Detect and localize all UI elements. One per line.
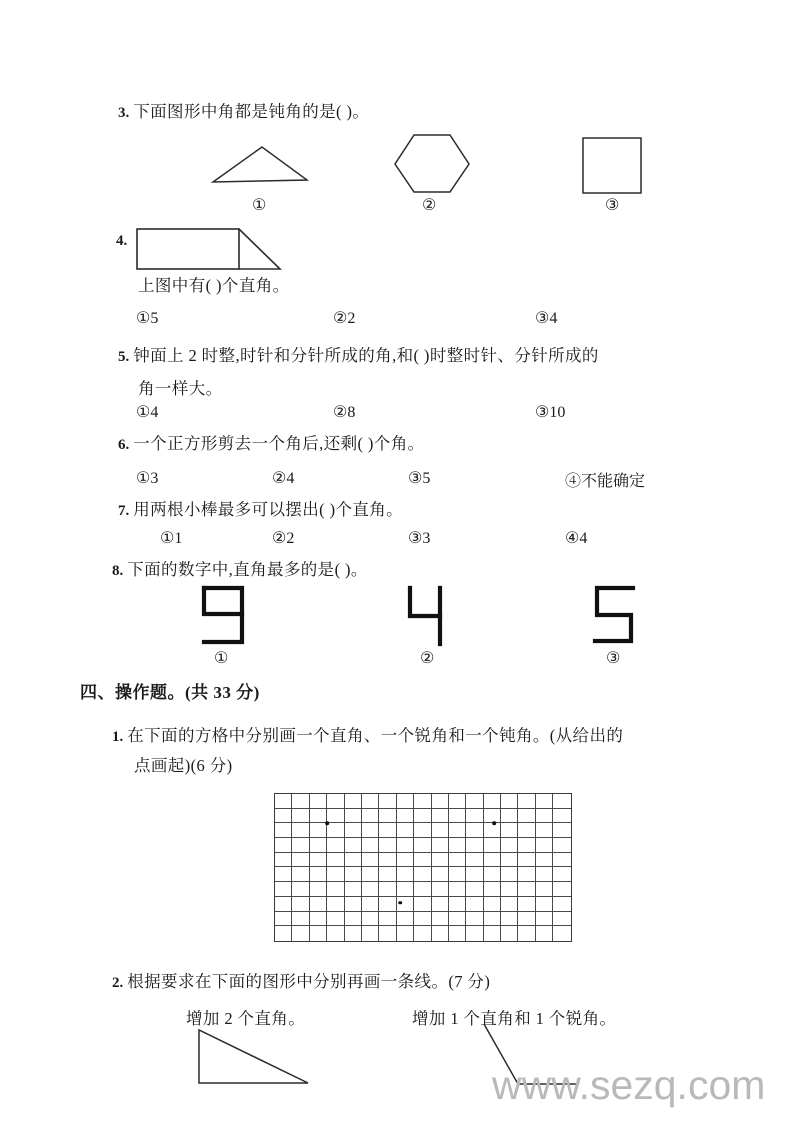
grid-cell[interactable]: [345, 794, 362, 809]
grid-cell[interactable]: [466, 882, 483, 897]
q7-option-2[interactable]: ②2: [272, 530, 295, 547]
grid-cell[interactable]: [536, 912, 553, 927]
grid-cell[interactable]: [327, 882, 344, 897]
grid-cell[interactable]: [466, 853, 483, 868]
grid-cell[interactable]: [553, 823, 570, 838]
q3-shape-square: [581, 136, 643, 196]
grid-cell[interactable]: [327, 838, 344, 853]
grid-cell[interactable]: [310, 838, 327, 853]
grid-cell[interactable]: [292, 794, 309, 809]
grid-cell[interactable]: [379, 838, 396, 853]
s4-q2-number: 2.: [112, 975, 124, 991]
q4-option-2[interactable]: ②2: [333, 310, 356, 327]
grid-cell[interactable]: [327, 823, 344, 838]
grid-cell[interactable]: [501, 882, 518, 897]
q5-option-2[interactable]: ②8: [333, 404, 356, 421]
grid-cell[interactable]: [292, 838, 309, 853]
grid-cell[interactable]: [536, 809, 553, 824]
grid-cell[interactable]: [449, 926, 466, 941]
grid-cell[interactable]: [275, 823, 292, 838]
grid-cell[interactable]: [518, 897, 535, 912]
grid-cell[interactable]: [518, 926, 535, 941]
s4-q1-text-line1: 在下面的方格中分别画一个直角、一个锐角和一个钝角。(从给出的: [127, 726, 624, 745]
q8-label-2: [420, 648, 434, 668]
question-3-number: 3.: [118, 105, 130, 121]
question-8: [112, 556, 368, 580]
grid-cell[interactable]: [310, 912, 327, 927]
grid-cell[interactable]: [397, 912, 414, 927]
grid-cell[interactable]: [362, 926, 379, 941]
q3-shape-triangle: [210, 143, 310, 185]
grid-cell[interactable]: [379, 912, 396, 927]
grid-cell[interactable]: [275, 912, 292, 927]
grid-cell[interactable]: [327, 897, 344, 912]
grid-row: [275, 823, 571, 838]
grid-cell[interactable]: [397, 809, 414, 824]
section4-question-2: [112, 968, 490, 992]
grid-cell[interactable]: [484, 853, 501, 868]
grid-cell[interactable]: [501, 823, 518, 838]
grid-cell[interactable]: [501, 897, 518, 912]
grid-cell[interactable]: [414, 867, 431, 882]
grid-cell[interactable]: [501, 853, 518, 868]
grid-cell[interactable]: [310, 809, 327, 824]
grid-cell[interactable]: [484, 882, 501, 897]
grid-cell[interactable]: [466, 823, 483, 838]
grid-cell[interactable]: [310, 823, 327, 838]
question-7-text: 用两根小棒最多可以摆出( )个直角。: [133, 500, 404, 519]
grid-cell[interactable]: [327, 794, 344, 809]
grid-start-dot: [492, 822, 496, 826]
section-4-heading: 四、操作题。(共 33 分): [80, 683, 260, 702]
grid-cell[interactable]: [553, 838, 570, 853]
grid-row: [275, 897, 571, 912]
grid-cell[interactable]: [275, 809, 292, 824]
grid-cell[interactable]: [379, 897, 396, 912]
grid-cell[interactable]: [310, 897, 327, 912]
grid-cell[interactable]: [432, 912, 449, 927]
grid-cell[interactable]: [292, 823, 309, 838]
q3-shape-3-label: ③: [605, 197, 620, 214]
grid-cell[interactable]: [275, 897, 292, 912]
grid-cell[interactable]: [432, 823, 449, 838]
grid-cell[interactable]: [414, 823, 431, 838]
grid-cell[interactable]: [292, 926, 309, 941]
grid-cell[interactable]: [310, 794, 327, 809]
grid-cell[interactable]: [362, 823, 379, 838]
grid-cell[interactable]: [379, 926, 396, 941]
grid-cell[interactable]: [553, 794, 570, 809]
grid-cell[interactable]: [484, 823, 501, 838]
grid-cell[interactable]: [466, 912, 483, 927]
q3-shape-hexagon: [393, 133, 471, 195]
q8-digit-four: [402, 584, 448, 646]
question-6-text: 一个正方形剪去一个角后,还剩( )个角。: [133, 434, 425, 453]
grid-cell[interactable]: [484, 838, 501, 853]
question-7: [118, 496, 403, 520]
grid-cell[interactable]: [362, 838, 379, 853]
s4-q2-prompt-2: 增加 1 个直角和 1 个锐角。: [412, 1009, 617, 1028]
question-4-number: 4.: [116, 233, 128, 249]
grid-cell[interactable]: [518, 882, 535, 897]
grid-cell[interactable]: [536, 867, 553, 882]
grid-cell[interactable]: [466, 794, 483, 809]
grid-row: [275, 882, 571, 897]
s4-q1-text-line2: 点画起)(6 分): [134, 756, 233, 775]
grid-cell[interactable]: [414, 926, 431, 941]
grid-cell[interactable]: [345, 853, 362, 868]
grid-cell[interactable]: [501, 794, 518, 809]
q8-digit-2-label: ②: [420, 650, 435, 667]
q3-label-3: [605, 195, 619, 215]
grid-cell[interactable]: [345, 809, 362, 824]
grid-cell[interactable]: [536, 853, 553, 868]
grid-start-dot: [398, 901, 402, 905]
grid-cell[interactable]: [414, 882, 431, 897]
grid-cell[interactable]: [414, 912, 431, 927]
grid-cell[interactable]: [310, 926, 327, 941]
q6-option-1[interactable]: ①3: [136, 470, 159, 487]
grid-cell[interactable]: [466, 926, 483, 941]
question-3-text: 下面图形中角都是钝角的是( )。: [133, 102, 370, 121]
grid-cell[interactable]: [553, 853, 570, 868]
q7-option-4[interactable]: ④4: [565, 530, 588, 547]
grid-cell[interactable]: [518, 853, 535, 868]
grid-cell[interactable]: [397, 853, 414, 868]
grid-row: [275, 912, 571, 927]
grid-cell[interactable]: [484, 897, 501, 912]
question-7-number: 7.: [118, 503, 130, 519]
grid-cell[interactable]: [466, 867, 483, 882]
grid-row: [275, 853, 571, 868]
grid-cell[interactable]: [449, 823, 466, 838]
grid-cell[interactable]: [345, 823, 362, 838]
grid-cell[interactable]: [466, 838, 483, 853]
grid-cell[interactable]: [362, 882, 379, 897]
grid-cell[interactable]: [536, 838, 553, 853]
q5-option-3[interactable]: ③10: [535, 404, 566, 421]
grid-cell[interactable]: [449, 838, 466, 853]
grid-cell[interactable]: [449, 897, 466, 912]
grid-cell[interactable]: [379, 823, 396, 838]
q8-digit-nine: [196, 584, 252, 646]
grid-cell[interactable]: [327, 926, 344, 941]
question-3: [118, 98, 369, 122]
grid-cell[interactable]: [292, 853, 309, 868]
grid-cell[interactable]: [292, 809, 309, 824]
q8-digit-five: [589, 584, 641, 646]
grid-cell[interactable]: [501, 867, 518, 882]
grid-cell[interactable]: [292, 897, 309, 912]
q5-option-1[interactable]: ①4: [136, 404, 159, 421]
grid-cell[interactable]: [536, 794, 553, 809]
grid-cell[interactable]: [501, 912, 518, 927]
grid-cell[interactable]: [432, 897, 449, 912]
grid-row: [275, 926, 571, 941]
s4-q2-prompt-1: 增加 2 个直角。: [186, 1009, 306, 1028]
grid-cell[interactable]: [275, 838, 292, 853]
q8-digit-3-label: ③: [606, 650, 621, 667]
grid-cell[interactable]: [414, 853, 431, 868]
grid-cell[interactable]: [518, 838, 535, 853]
grid-cell[interactable]: [553, 897, 570, 912]
grid-cell[interactable]: [501, 809, 518, 824]
question-8-text: 下面的数字中,直角最多的是( )。: [127, 560, 368, 579]
grid-cell[interactable]: [536, 882, 553, 897]
grid-cell[interactable]: [536, 897, 553, 912]
grid-cell[interactable]: [432, 853, 449, 868]
grid-cell[interactable]: [553, 809, 570, 824]
grid-cell[interactable]: [397, 823, 414, 838]
grid-cell[interactable]: [327, 809, 344, 824]
q3-label-2: [422, 195, 436, 215]
question-4-text: 上图中有( )个直角。: [138, 276, 290, 295]
grid-cell[interactable]: [345, 838, 362, 853]
q6-option-3[interactable]: ③5: [408, 470, 431, 487]
grid-cell[interactable]: [345, 897, 362, 912]
question-5-text-line2: 角一样大。: [138, 379, 223, 398]
grid-cell[interactable]: [484, 926, 501, 941]
grid-cell[interactable]: [484, 912, 501, 927]
grid-cell[interactable]: [397, 926, 414, 941]
grid-cell[interactable]: [345, 867, 362, 882]
grid-cell[interactable]: [432, 867, 449, 882]
grid-cell[interactable]: [518, 867, 535, 882]
grid-cell[interactable]: [518, 823, 535, 838]
grid-cell[interactable]: [362, 867, 379, 882]
grid-cell[interactable]: [397, 882, 414, 897]
grid-cell[interactable]: [379, 853, 396, 868]
grid-cell[interactable]: [484, 867, 501, 882]
grid-cell[interactable]: [449, 853, 466, 868]
question-6-number: 6.: [118, 437, 130, 453]
grid-cell[interactable]: [553, 882, 570, 897]
grid-cell[interactable]: [449, 809, 466, 824]
grid-cell[interactable]: [501, 926, 518, 941]
grid-cell[interactable]: [414, 794, 431, 809]
grid-cell[interactable]: [449, 912, 466, 927]
grid-cell[interactable]: [432, 794, 449, 809]
grid-cell[interactable]: [327, 853, 344, 868]
grid-cell[interactable]: [518, 809, 535, 824]
q8-label-1: [214, 648, 228, 668]
q7-option-1[interactable]: ①1: [160, 530, 183, 547]
grid-cell[interactable]: [432, 838, 449, 853]
grid-cell[interactable]: [466, 897, 483, 912]
drawing-grid[interactable]: [274, 793, 572, 942]
site-watermark: www.sezq.com: [492, 1062, 766, 1108]
grid-cell[interactable]: [275, 867, 292, 882]
q3-label-1: [252, 195, 266, 215]
question-4-text-wrap: [138, 272, 290, 296]
grid-cell[interactable]: [379, 794, 396, 809]
grid-cell[interactable]: [449, 794, 466, 809]
s4-q2-text: 根据要求在下面的图形中分别再画一条线。(7 分): [127, 972, 491, 991]
grid-cell[interactable]: [397, 867, 414, 882]
grid-cell[interactable]: [501, 838, 518, 853]
grid-cell[interactable]: [553, 867, 570, 882]
grid-cell[interactable]: [362, 853, 379, 868]
grid-cell[interactable]: [466, 809, 483, 824]
grid-row: [275, 867, 571, 882]
grid-cell[interactable]: [397, 794, 414, 809]
grid-cell[interactable]: [362, 794, 379, 809]
question-5-text-line1: 钟面上 2 时整,时针和分针所成的角,和( )时整时针、分针所成的: [133, 346, 599, 365]
question-6: [118, 430, 425, 454]
grid-cell[interactable]: [553, 926, 570, 941]
grid-cell[interactable]: [414, 809, 431, 824]
grid-cell[interactable]: [449, 867, 466, 882]
grid-cell[interactable]: [345, 912, 362, 927]
grid-cell[interactable]: [310, 882, 327, 897]
grid-cell[interactable]: [518, 912, 535, 927]
grid-cell[interactable]: [553, 912, 570, 927]
grid-cell[interactable]: [292, 867, 309, 882]
grid-row: [275, 809, 571, 824]
question-4-number-wrap: [116, 232, 127, 250]
q4-figure-rectangle-triangle: [136, 228, 282, 272]
grid-cell[interactable]: [536, 926, 553, 941]
grid-row: [275, 794, 571, 809]
grid-cell[interactable]: [362, 912, 379, 927]
q3-shape-1-label: ①: [252, 197, 267, 214]
q4-option-1[interactable]: ①5: [136, 310, 159, 327]
grid-row: [275, 838, 571, 853]
grid-cell[interactable]: [362, 897, 379, 912]
q8-label-3: [606, 648, 620, 668]
grid-cell[interactable]: [379, 867, 396, 882]
grid-cell[interactable]: [379, 882, 396, 897]
grid-cell[interactable]: [327, 867, 344, 882]
section4-question-1: [112, 722, 623, 746]
q6-option-4[interactable]: ④不能确定: [565, 473, 646, 490]
question-8-number: 8.: [112, 563, 124, 579]
grid-cell[interactable]: [345, 926, 362, 941]
grid-cell[interactable]: [310, 867, 327, 882]
q3-shape-2-label: ②: [422, 197, 437, 214]
grid-cell[interactable]: [275, 853, 292, 868]
grid-cell[interactable]: [292, 912, 309, 927]
grid-cell[interactable]: [397, 838, 414, 853]
grid-cell[interactable]: [275, 926, 292, 941]
grid-cell[interactable]: [379, 809, 396, 824]
s4-q2-figure-right-triangle[interactable]: [196, 1028, 312, 1098]
grid-cell[interactable]: [518, 794, 535, 809]
grid-cell[interactable]: [432, 809, 449, 824]
q6-option-2[interactable]: ②4: [272, 470, 295, 487]
q4-option-3[interactable]: ③4: [535, 310, 558, 327]
q7-option-3[interactable]: ③3: [408, 530, 431, 547]
grid-cell[interactable]: [432, 882, 449, 897]
grid-cell[interactable]: [449, 882, 466, 897]
q8-digit-1-label: ①: [214, 650, 229, 667]
grid-cell[interactable]: [536, 823, 553, 838]
grid-cell[interactable]: [414, 838, 431, 853]
s4-q1-number: 1.: [112, 729, 124, 745]
question-5: [118, 342, 599, 366]
grid-cell[interactable]: [275, 794, 292, 809]
question-5-number: 5.: [118, 349, 130, 365]
grid-cell[interactable]: [345, 882, 362, 897]
grid-cell[interactable]: [414, 897, 431, 912]
grid-cell[interactable]: [327, 912, 344, 927]
grid-cell[interactable]: [275, 882, 292, 897]
grid-cell[interactable]: [484, 794, 501, 809]
grid-start-dot: [325, 822, 329, 826]
grid-cell[interactable]: [432, 926, 449, 941]
grid-cell[interactable]: [310, 853, 327, 868]
grid-cell[interactable]: [292, 882, 309, 897]
grid-cell[interactable]: [362, 809, 379, 824]
